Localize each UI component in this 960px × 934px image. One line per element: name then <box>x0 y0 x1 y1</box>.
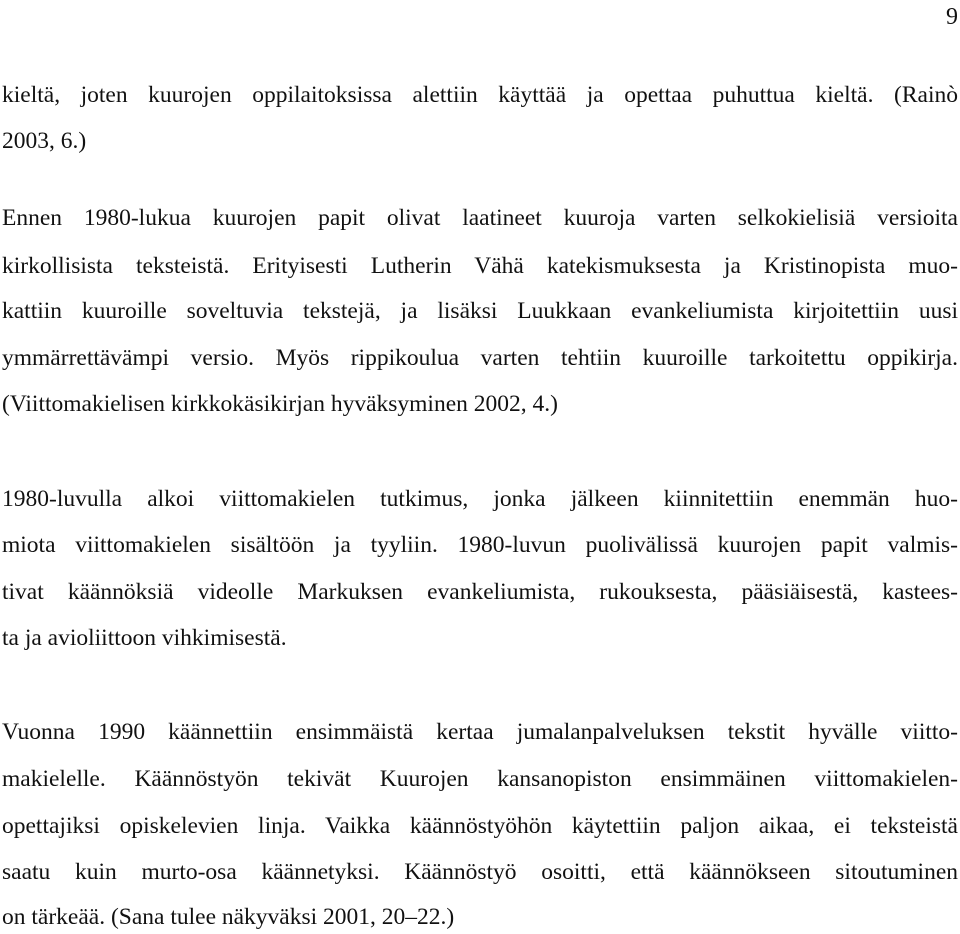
paragraph-2-line-4: ymmärrettävämpi versio. Myös rippikoulua varten tehtiin kuuroille tarkoitettu oppikirja. <box>2 345 958 371</box>
paragraph-2-line-1: Ennen 1980-lukua kuurojen papit olivat laatineet kuuroja varten selkokielisiä versioita <box>2 205 958 231</box>
paragraph-4-line-2: makielelle. Käännöstyön tekivät Kuurojen kansanopiston ensimmäinen viittomakielen- <box>2 766 958 792</box>
paragraph-2-line-3: kattiin kuuroille soveltuvia tekstejä, ja lisäksi Luukkaan evankeliumista kirjoitettiin uusi <box>2 298 958 324</box>
paragraph-4-line-3: opettajiksi opiskelevien linja. Vaikka käännöstyöhön käytettiin paljon aikaa, ei teksteistä <box>2 813 958 839</box>
paragraph-1-line-1: kieltä, joten kuurojen oppilaitoksissa alettiin käyttää ja opettaa puhuttua kieltä. (Rainò <box>2 82 958 108</box>
page-number: 9 <box>946 4 958 30</box>
paragraph-1-line-2: 2003, 6.) <box>2 128 87 154</box>
paragraph-4-line-5: on tärkeää. (Sana tulee näkyväksi 2001, 20–22.) <box>2 904 455 930</box>
paragraph-4-line-1: Vuonna 1990 käännettiin ensimmäistä kertaa jumalanpalveluksen tekstit hyvälle viitto- <box>2 719 958 745</box>
paragraph-4-line-4: saatu kuin murto-osa käännetyksi. Käännöstyö osoitti, että käännökseen sitoutuminen <box>2 859 958 885</box>
paragraph-3-line-1: 1980-luvulla alkoi viittomakielen tutkimus, jonka jälkeen kiinnitettiin enemmän huo- <box>2 486 958 512</box>
paragraph-3-line-3: tivat käännöksiä videolle Markuksen evankeliumista, rukouksesta, pääsiäisestä, kastees- <box>2 579 958 605</box>
paragraph-3-line-4: ta ja avioliittoon vihkimisestä. <box>2 625 287 651</box>
paragraph-3-line-2: miota viittomakielen sisältöön ja tyyliin. 1980-luvun puolivälissä kuurojen papit valmis- <box>2 532 958 558</box>
paragraph-2-line-2: kirkollisista teksteistä. Erityisesti Lutherin Vähä katekismuksesta ja Kristinopista muo- <box>2 253 958 279</box>
paragraph-2-line-5: (Viittomakielisen kirkkokäsikirjan hyväksyminen 2002, 4.) <box>2 391 558 417</box>
